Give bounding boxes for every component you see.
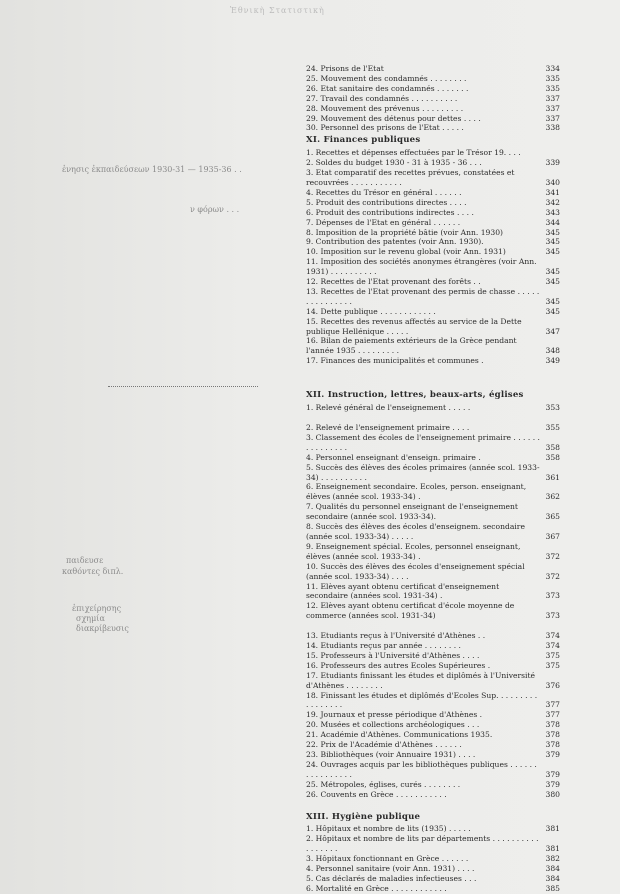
toc-entry bbox=[306, 661, 560, 671]
toc-entry-title: 6. Produit des contributions indirectes . . . . bbox=[306, 207, 474, 217]
toc-entry-page: 340 bbox=[545, 177, 560, 187]
toc-entry-title: 3. Classement des écoles de l'enseignement primaire . . . . . . . . . . . . . . . bbox=[306, 432, 540, 452]
toc-entry-page: 347 bbox=[545, 326, 560, 336]
toc-entry-title: 15. Professeurs à l'Université d'Athènes . . . . bbox=[306, 650, 480, 660]
toc-entry-title: 9. Enseignement spécial. Ecoles, personnel enseignant, élèves (année scol. 1933-34) . bbox=[306, 541, 521, 561]
toc-entry-page: 358 bbox=[545, 442, 560, 452]
toc-entry bbox=[306, 542, 560, 562]
toc-entry-page: 337 bbox=[545, 93, 560, 103]
section-heading: XII. Instruction, lettres, beaux-arts, églises bbox=[306, 390, 524, 401]
toc-entry-title: 10. Imposition sur le revenu global (voir Ann. 1931) bbox=[306, 247, 506, 257]
toc-entry-title: 24. Prisons de l'Etat bbox=[306, 64, 384, 73]
toc-entry-page: 345 bbox=[545, 306, 560, 316]
toc-entry-title: 11. Imposition des sociétés anonymes étrangères (voir Ann. 1931) . . . . . . . . . . bbox=[306, 257, 537, 277]
toc-entry-page: 375 bbox=[545, 650, 560, 660]
toc-entry bbox=[306, 123, 560, 133]
toc-entry-page: 337 bbox=[545, 113, 560, 123]
toc-entry-page: 385 bbox=[545, 883, 560, 893]
toc-entry-title: 13. Etudiants reçus à l'Université d'Athènes . . bbox=[306, 631, 486, 641]
section-heading: XI. Finances publiques bbox=[306, 135, 421, 146]
toc-entry bbox=[306, 64, 560, 74]
table-of-contents bbox=[306, 64, 560, 894]
toc-entry-page: 373 bbox=[545, 611, 560, 621]
toc-entry-page: 337 bbox=[545, 103, 560, 113]
toc-entry bbox=[306, 874, 560, 884]
toc-entry-title: 15. Recettes des revenus affectés au service de la Dette publique Hellénique . . . . . bbox=[306, 316, 522, 336]
toc-entry bbox=[306, 257, 560, 277]
toc-entry-title: 23. Bibliothèques (voir Annuaire 1931) . . . . bbox=[306, 750, 476, 759]
toc-entry-page: 343 bbox=[545, 207, 560, 217]
toc-entry bbox=[306, 208, 560, 218]
toc-entry-title: 6. Enseignement secondaire. Ecoles, person. enseignant, élèves (année scol. 1933-34) . bbox=[306, 482, 527, 502]
toc-entry bbox=[306, 582, 560, 602]
toc-entry bbox=[306, 601, 560, 621]
toc-entry bbox=[306, 356, 560, 366]
toc-entry-title: 2. Hôpitaux et nombre de lits par départements . . . . . . . . . . . . . . . . . bbox=[306, 834, 539, 854]
toc-entry-page: 345 bbox=[545, 267, 560, 277]
toc-entry-title: 30. Personnel des prisons de l'Etat . . . . . bbox=[306, 123, 464, 133]
toc-entry bbox=[306, 317, 560, 337]
toc-entry-page: 382 bbox=[545, 854, 560, 864]
toc-entry-title: 4. Personnel sanitaire (voir Ann. 1931) . . . . bbox=[306, 864, 475, 874]
toc-entry bbox=[306, 84, 560, 94]
toc-entry bbox=[306, 307, 560, 317]
toc-entry bbox=[306, 720, 560, 730]
toc-entry-title: 5. Succès des élèves des écoles primaires (année scol. 1933-34) . . . . . . . . . . bbox=[306, 462, 540, 482]
toc-entry bbox=[306, 730, 560, 740]
toc-entry-page: 379 bbox=[545, 779, 560, 789]
toc-entry-page: 345 bbox=[545, 296, 560, 306]
toc-entry-title: 18. Finissant les études et diplômés d'Ecoles Sup. . . . . . . . . . . . . . . . . bbox=[306, 690, 538, 710]
toc-entry bbox=[306, 651, 560, 661]
toc-entry-title: 12. Recettes de l'Etat provenant des forêts . . bbox=[306, 277, 481, 287]
margin-fragment: ἐνησις ἐκπαιδεύσεων 1930-31 — 1935-36 . . bbox=[62, 165, 242, 174]
toc-entry bbox=[306, 522, 560, 542]
toc-entry-page: 380 bbox=[545, 789, 560, 799]
toc-entry-page: 377 bbox=[545, 700, 560, 710]
toc-entry bbox=[306, 671, 560, 691]
toc-entry-page: 374 bbox=[545, 631, 560, 641]
toc-entry-page: 361 bbox=[545, 472, 560, 482]
toc-entry-title: 20. Musées et collections archéologiques . . . bbox=[306, 720, 480, 730]
toc-entry-page: 358 bbox=[545, 452, 560, 462]
toc-entry-page: 362 bbox=[545, 492, 560, 502]
toc-entry bbox=[306, 247, 560, 257]
toc-entry bbox=[306, 433, 560, 453]
toc-entry bbox=[306, 760, 560, 780]
toc-entry-page: 381 bbox=[545, 844, 560, 854]
margin-fragment: παιδευσε bbox=[66, 556, 104, 565]
toc-entry bbox=[306, 198, 560, 208]
toc-entry bbox=[306, 423, 560, 433]
margin-fragment: καθόντες διπλ. bbox=[62, 567, 124, 576]
toc-entry-page: 376 bbox=[545, 680, 560, 690]
toc-entry-page: 367 bbox=[545, 531, 560, 541]
toc-entry-title: 14. Etudiants reçus par année . . . . . . . . bbox=[306, 641, 461, 651]
toc-entry-title: 2. Relevé de l'enseignement primaire . . . . bbox=[306, 423, 470, 432]
toc-entry bbox=[306, 463, 560, 483]
toc-entry-page: 372 bbox=[545, 551, 560, 561]
toc-entry bbox=[306, 641, 560, 651]
toc-entry-page: 338 bbox=[545, 123, 560, 133]
toc-entry-title: 1. Hôpitaux et nombre de lits (1935) . . . . . bbox=[306, 824, 471, 834]
toc-entry bbox=[306, 864, 560, 874]
toc-entry-page: 345 bbox=[545, 237, 560, 247]
toc-entry-title: 19. Journaux et presse périodique d'Athènes . bbox=[306, 710, 483, 720]
toc-entry bbox=[306, 854, 560, 864]
toc-entry-title: 7. Qualités du personnel enseignant de l'enseignement secondaire (année scol. 1933-34). bbox=[306, 502, 518, 522]
toc-entry-page: 378 bbox=[545, 720, 560, 730]
toc-entry bbox=[306, 104, 560, 114]
toc-entry-title: 25. Mouvement des condamnés . . . . . . . . bbox=[306, 73, 467, 83]
toc-entry-title: 16. Bilan de paiements extérieurs de la Grèce pendant l'année 1935 . . . . . . . . . bbox=[306, 336, 517, 356]
toc-entry-page: 373 bbox=[545, 591, 560, 601]
toc-entry-title: 13. Recettes de l'Etat provenant des permis de chasse . . . . . . . . . . . . . . . bbox=[306, 286, 540, 306]
toc-entry bbox=[306, 740, 560, 750]
toc-entry-title: 17. Etudiants finissant les études et diplômés à l'Université d'Athènes . . . . . . . . bbox=[306, 670, 536, 690]
toc-entry-page: 335 bbox=[545, 83, 560, 93]
toc-entry bbox=[306, 790, 560, 800]
toc-entry-page: 345 bbox=[545, 277, 560, 287]
toc-entry bbox=[306, 884, 560, 894]
toc-entry-page: 379 bbox=[545, 769, 560, 779]
toc-entry-title: 25. Métropoles, églises, curés . . . . . . . . bbox=[306, 779, 461, 789]
toc-entry bbox=[306, 287, 560, 307]
toc-entry-title: 11. Elèves ayant obtenu certificat d'enseignement secondaire (années scol. 1931-34) . bbox=[306, 581, 500, 601]
toc-entry-title: 10. Succès des élèves des écoles d'enseignement spécial (année scol. 1933-34) . . . . bbox=[306, 561, 525, 581]
toc-entry bbox=[306, 710, 560, 720]
toc-entry-title: 12. Elèves ayant obtenu certificat d'école moyenne de commerce (années scol. 1931-34) bbox=[306, 601, 515, 621]
toc-entry-title: 7. Dépenses de l'Etat en général . . . . . . bbox=[306, 217, 461, 227]
toc-entry-page: 341 bbox=[545, 187, 560, 197]
toc-entry-title: 1. Relevé général de l'enseignement . . . . . bbox=[306, 403, 471, 413]
toc-entry-page: 342 bbox=[545, 197, 560, 207]
toc-entry bbox=[306, 780, 560, 790]
toc-entry-page: 378 bbox=[545, 730, 560, 740]
toc-entry-page: 375 bbox=[545, 660, 560, 670]
toc-entry bbox=[306, 631, 560, 641]
dotted-rule bbox=[108, 386, 258, 387]
toc-entry-title: 4. Personnel enseignant d'enseign. primaire . bbox=[306, 452, 481, 462]
toc-entry-page: 355 bbox=[545, 423, 560, 432]
toc-entry bbox=[306, 158, 560, 168]
toc-entry-title: 24. Ouvrages acquis par les bibliothèques publiques . . . . . . . . . . . . . . . . bbox=[306, 759, 537, 779]
toc-entry bbox=[306, 228, 560, 238]
toc-entry-title: 3. Hôpitaux fonctionnant en Grèce . . . . . . bbox=[306, 854, 469, 864]
toc-entry-title: 9. Contribution des patentes (voir Ann. 1930). bbox=[306, 237, 484, 247]
toc-entry-title: 27. Travail des condamnés . . . . . . . . . . bbox=[306, 93, 458, 103]
toc-entry-page: 378 bbox=[545, 740, 560, 750]
toc-entry-page: 372 bbox=[545, 571, 560, 581]
toc-entry-page: 335 bbox=[545, 73, 560, 83]
toc-entry-title: 28. Mouvement des prévenus . . . . . . . . . bbox=[306, 103, 464, 113]
margin-fragment: ἐπιχείρησης bbox=[72, 604, 122, 613]
toc-entry-title: 8. Succès des élèves des écoles d'enseignem. secondaire (année scol. 1933-34) . . . . . bbox=[306, 522, 525, 541]
toc-entry bbox=[306, 168, 560, 188]
toc-entry-title: 2. Soldes du budget 1930 - 31 à 1935 - 36 . . . bbox=[306, 158, 482, 168]
header-fragment: Ἐθνικὴ Στατιστικὴ bbox=[230, 6, 325, 15]
toc-entry-page: 349 bbox=[545, 356, 560, 366]
toc-entry-title: 8. Imposition de la propriété bâtie (voir Ann. 1930) bbox=[306, 227, 504, 237]
toc-entry bbox=[306, 562, 560, 582]
toc-entry-page: 353 bbox=[545, 403, 560, 413]
toc-entry-title: 17. Finances des municipalités et communes . bbox=[306, 356, 484, 366]
toc-entry bbox=[306, 148, 560, 158]
toc-entry-title: 3. Etat comparatif des recettes prévues, constatées et recouvrées . . . . . . . . . . . bbox=[306, 168, 515, 187]
toc-entry bbox=[306, 691, 560, 711]
margin-fragment: διακρίβευσις bbox=[76, 624, 129, 633]
toc-entry-title: 1. Recettes et dépenses effectuées par le Trésor 19. . . . bbox=[306, 148, 521, 158]
toc-entry bbox=[306, 834, 560, 854]
margin-fragment: σχημία bbox=[76, 614, 105, 623]
toc-entry bbox=[306, 403, 560, 413]
toc-entry bbox=[306, 218, 560, 228]
toc-entry bbox=[306, 74, 560, 84]
toc-entry-page: 381 bbox=[545, 824, 560, 834]
toc-entry bbox=[306, 750, 560, 760]
section-heading: XIII. Hygiène publique bbox=[306, 811, 421, 822]
toc-entry bbox=[306, 336, 560, 356]
toc-entry-page: 345 bbox=[545, 247, 560, 257]
toc-entry-page: 344 bbox=[545, 217, 560, 227]
toc-entry-page: 374 bbox=[545, 641, 560, 651]
toc-entry bbox=[306, 277, 560, 287]
toc-entry-page: 384 bbox=[545, 864, 560, 874]
toc-entry-title: 29. Mouvement des détenus pour dettes . . . . bbox=[306, 113, 481, 123]
toc-entry-title: 22. Prix de l'Académie d'Athènes . . . . . . bbox=[306, 740, 462, 750]
toc-entry-page: 334 bbox=[545, 64, 560, 73]
toc-entry-page: 377 bbox=[545, 710, 560, 720]
toc-entry-page: 348 bbox=[545, 346, 560, 356]
toc-entry bbox=[306, 237, 560, 247]
toc-entry-page: 384 bbox=[545, 873, 560, 883]
toc-entry-title: 5. Cas déclarés de maladies infectieuses . . . bbox=[306, 873, 477, 883]
toc-entry-page: 365 bbox=[545, 512, 560, 522]
toc-entry-title: 5. Produit des contributions directes . . . . bbox=[306, 197, 467, 207]
toc-entry-title: 26. Couvents en Grèce . . . . . . . . . . . bbox=[306, 789, 447, 799]
toc-entry bbox=[306, 94, 560, 104]
toc-entry bbox=[306, 824, 560, 834]
toc-entry-title: 21. Académie d'Athènes. Communications 1935. bbox=[306, 730, 493, 740]
toc-entry-title: 6. Mortalité en Grèce . . . . . . . . . . . . bbox=[306, 883, 447, 893]
toc-entry bbox=[306, 453, 560, 463]
toc-entry-title: 26. Etat sanitaire des condamnés . . . . . . . bbox=[306, 83, 469, 93]
toc-entry bbox=[306, 188, 560, 198]
toc-entry bbox=[306, 114, 560, 124]
toc-entry-title: 16. Professeurs des autres Ecoles Supérieures . bbox=[306, 660, 491, 670]
toc-entry bbox=[306, 482, 560, 502]
toc-entry bbox=[306, 502, 560, 522]
toc-entry-page: 345 bbox=[545, 227, 560, 237]
toc-entry-title: 4. Recettes du Trésor en général . . . . . . bbox=[306, 187, 462, 197]
margin-fragment: ν φόρων . . . bbox=[190, 205, 240, 214]
toc-entry-page: 339 bbox=[545, 158, 560, 168]
toc-entry-title: 14. Dette publique . . . . . . . . . . . . bbox=[306, 306, 436, 316]
toc-entry-page: 379 bbox=[545, 750, 560, 759]
